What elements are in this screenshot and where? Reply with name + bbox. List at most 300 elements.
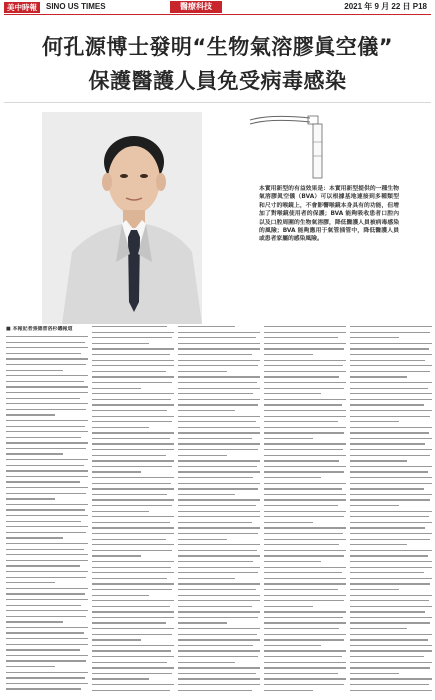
text-line bbox=[6, 632, 84, 633]
text-line bbox=[92, 645, 174, 646]
text-line bbox=[92, 455, 166, 456]
text-line bbox=[264, 416, 346, 417]
text-line bbox=[92, 410, 167, 411]
text-line bbox=[350, 432, 429, 433]
text-line bbox=[178, 539, 227, 540]
text-line bbox=[6, 543, 88, 544]
text-line bbox=[350, 527, 425, 528]
text-line bbox=[178, 678, 260, 679]
text-line bbox=[178, 600, 260, 601]
text-line bbox=[92, 326, 167, 327]
text-line bbox=[178, 432, 260, 433]
text-line bbox=[92, 617, 174, 618]
text-line bbox=[6, 364, 86, 365]
text-line bbox=[178, 371, 227, 372]
text-line bbox=[6, 336, 88, 337]
text-line bbox=[264, 561, 321, 562]
text-line bbox=[92, 567, 171, 568]
text-line bbox=[264, 488, 342, 489]
text-line bbox=[264, 483, 346, 484]
text-line bbox=[6, 498, 55, 499]
text-line bbox=[350, 578, 432, 579]
text-line bbox=[6, 677, 85, 678]
text-line bbox=[92, 572, 174, 573]
text-line bbox=[178, 443, 260, 444]
text-line bbox=[264, 645, 321, 646]
text-line bbox=[178, 427, 260, 428]
text-line bbox=[350, 617, 432, 618]
paper-logo: 美中時報 bbox=[4, 2, 40, 13]
text-line bbox=[350, 550, 432, 551]
text-line bbox=[92, 337, 172, 338]
text-line bbox=[350, 410, 432, 411]
text-line bbox=[264, 684, 344, 685]
text-line bbox=[264, 343, 346, 344]
text-line bbox=[350, 348, 429, 349]
text-line bbox=[178, 567, 260, 568]
text-line bbox=[92, 611, 174, 612]
text-line bbox=[264, 539, 346, 540]
text-line bbox=[178, 522, 252, 523]
text-line bbox=[92, 365, 174, 366]
text-line bbox=[178, 360, 260, 361]
text-line bbox=[178, 650, 260, 651]
text-line bbox=[178, 410, 235, 411]
text-line bbox=[6, 381, 84, 382]
text-line bbox=[6, 414, 55, 415]
text-line bbox=[264, 438, 313, 439]
text-line bbox=[350, 354, 432, 355]
text-line bbox=[6, 593, 85, 594]
text-line bbox=[178, 533, 258, 534]
text-line bbox=[178, 690, 252, 691]
text-line bbox=[178, 634, 257, 635]
text-line bbox=[350, 477, 432, 478]
text-line bbox=[92, 673, 172, 674]
text-line bbox=[92, 667, 174, 668]
text-line bbox=[350, 650, 432, 651]
text-line bbox=[178, 595, 260, 596]
text-line bbox=[350, 466, 432, 467]
text-line bbox=[6, 476, 88, 477]
text-line bbox=[350, 360, 425, 361]
text-line bbox=[178, 449, 258, 450]
text-line bbox=[92, 488, 174, 489]
text-line bbox=[92, 471, 141, 472]
text-line bbox=[264, 410, 346, 411]
text-line bbox=[264, 332, 346, 333]
text-line bbox=[350, 326, 432, 327]
text-line bbox=[6, 493, 86, 494]
text-line bbox=[264, 567, 346, 568]
text-line bbox=[178, 645, 253, 646]
text-line bbox=[350, 332, 430, 333]
text-line bbox=[92, 650, 171, 651]
text-line bbox=[264, 656, 342, 657]
text-line bbox=[350, 438, 432, 439]
text-line bbox=[178, 667, 260, 668]
text-line bbox=[178, 483, 260, 484]
text-line bbox=[178, 511, 260, 512]
text-line bbox=[6, 537, 63, 538]
text-line bbox=[264, 382, 346, 383]
text-line bbox=[92, 499, 174, 500]
text-line bbox=[178, 399, 260, 400]
text-line bbox=[6, 431, 88, 432]
text-line bbox=[350, 572, 424, 573]
text-line bbox=[178, 343, 260, 344]
text-line bbox=[350, 583, 430, 584]
text-line bbox=[350, 667, 430, 668]
text-line bbox=[6, 565, 80, 566]
text-line bbox=[92, 432, 174, 433]
text-line bbox=[6, 588, 88, 589]
text-line bbox=[264, 494, 346, 495]
article-column-1 bbox=[6, 326, 88, 698]
text-line bbox=[350, 471, 428, 472]
text-line bbox=[92, 606, 170, 607]
text-line bbox=[92, 639, 141, 640]
text-line bbox=[264, 578, 346, 579]
text-line bbox=[264, 449, 343, 450]
issue-date: 2021 年 9 月 22 日 P18 bbox=[344, 2, 427, 11]
text-line bbox=[92, 399, 171, 400]
text-line bbox=[264, 690, 313, 691]
text-line bbox=[264, 544, 339, 545]
article-body bbox=[6, 326, 432, 698]
text-line bbox=[350, 595, 432, 596]
text-line bbox=[92, 561, 174, 562]
text-line bbox=[350, 634, 432, 635]
text-line bbox=[350, 678, 432, 679]
text-line bbox=[178, 376, 260, 377]
text-line bbox=[6, 392, 88, 393]
text-line bbox=[350, 656, 424, 657]
text-line bbox=[178, 438, 252, 439]
text-line bbox=[92, 656, 174, 657]
text-line bbox=[350, 427, 432, 428]
text-line bbox=[264, 404, 342, 405]
text-line bbox=[6, 616, 86, 617]
text-line bbox=[178, 471, 260, 472]
text-line bbox=[6, 420, 88, 421]
text-line bbox=[6, 353, 81, 354]
text-line bbox=[6, 649, 80, 650]
text-line bbox=[6, 442, 88, 443]
text-line bbox=[92, 578, 167, 579]
text-line bbox=[6, 437, 81, 438]
text-line bbox=[178, 527, 260, 528]
text-line bbox=[178, 326, 235, 327]
text-line bbox=[92, 466, 172, 467]
text-line bbox=[178, 606, 252, 607]
text-line bbox=[264, 600, 344, 601]
text-line bbox=[6, 426, 85, 427]
text-line bbox=[350, 365, 432, 366]
text-line bbox=[350, 499, 430, 500]
text-line bbox=[350, 443, 425, 444]
text-line bbox=[178, 656, 258, 657]
text-line bbox=[6, 358, 88, 359]
text-line bbox=[178, 505, 256, 506]
text-line bbox=[264, 455, 346, 456]
text-line bbox=[178, 578, 235, 579]
text-line bbox=[6, 549, 84, 550]
text-line bbox=[178, 494, 235, 495]
text-line bbox=[264, 477, 321, 478]
text-line bbox=[178, 628, 260, 629]
text-line bbox=[6, 621, 63, 622]
text-line bbox=[350, 393, 432, 394]
text-line bbox=[264, 376, 339, 377]
text-line bbox=[92, 634, 172, 635]
text-line bbox=[6, 655, 88, 656]
text-line bbox=[264, 393, 321, 394]
text-line bbox=[6, 448, 86, 449]
text-line bbox=[178, 416, 260, 417]
text-line bbox=[264, 639, 344, 640]
text-line bbox=[350, 376, 407, 377]
text-line bbox=[92, 477, 174, 478]
text-line bbox=[92, 544, 174, 545]
text-line bbox=[92, 678, 149, 679]
text-line bbox=[264, 427, 346, 428]
text-line bbox=[350, 684, 429, 685]
text-line bbox=[264, 326, 346, 327]
text-line bbox=[92, 382, 172, 383]
text-line bbox=[92, 371, 166, 372]
text-line bbox=[350, 399, 432, 400]
text-line bbox=[178, 382, 257, 383]
text-line bbox=[264, 499, 346, 500]
text-line bbox=[350, 488, 424, 489]
text-line bbox=[350, 511, 432, 512]
text-line bbox=[264, 505, 338, 506]
text-line bbox=[264, 421, 338, 422]
text-line bbox=[350, 555, 428, 556]
text-line bbox=[350, 343, 432, 344]
text-line bbox=[6, 683, 88, 684]
byline: ■ 本報記者張德普洛杉磯報道 bbox=[6, 326, 73, 332]
text-line bbox=[178, 354, 252, 355]
text-line bbox=[350, 561, 432, 562]
text-line bbox=[178, 673, 256, 674]
text-line bbox=[6, 465, 84, 466]
text-line bbox=[178, 388, 260, 389]
text-line bbox=[264, 533, 343, 534]
text-line bbox=[6, 515, 88, 516]
text-line bbox=[92, 360, 174, 361]
text-line bbox=[264, 662, 346, 663]
text-line bbox=[6, 504, 88, 505]
text-line bbox=[350, 460, 407, 461]
text-line bbox=[6, 638, 88, 639]
text-line bbox=[6, 487, 88, 488]
text-line bbox=[264, 432, 344, 433]
text-line bbox=[264, 673, 338, 674]
text-line bbox=[92, 404, 174, 405]
text-line bbox=[92, 393, 174, 394]
text-line bbox=[178, 572, 258, 573]
text-line bbox=[264, 388, 344, 389]
text-line bbox=[92, 684, 174, 685]
text-line bbox=[264, 471, 344, 472]
text-line bbox=[6, 526, 88, 527]
text-line bbox=[264, 572, 342, 573]
text-line bbox=[92, 533, 174, 534]
text-line bbox=[264, 348, 344, 349]
text-line bbox=[6, 386, 88, 387]
text-line bbox=[350, 371, 430, 372]
text-line bbox=[178, 348, 260, 349]
text-line bbox=[6, 644, 88, 645]
text-line bbox=[92, 494, 167, 495]
text-line bbox=[350, 611, 425, 612]
masthead bbox=[0, 0, 435, 14]
text-line bbox=[264, 678, 346, 679]
text-line bbox=[264, 522, 313, 523]
text-line bbox=[350, 404, 424, 405]
text-line bbox=[350, 421, 399, 422]
text-line bbox=[350, 600, 429, 601]
text-line bbox=[6, 409, 86, 410]
text-line bbox=[6, 481, 80, 482]
article-column-2 bbox=[92, 326, 174, 698]
text-line bbox=[178, 662, 235, 663]
text-line bbox=[92, 555, 141, 556]
text-line bbox=[92, 505, 172, 506]
headline-line-2: 保護醫護人員免受病毒感染 bbox=[88, 69, 347, 93]
section-label: 醫療科技 bbox=[170, 1, 222, 13]
text-line bbox=[264, 650, 346, 651]
text-line bbox=[6, 610, 88, 611]
bva-device-illustration bbox=[230, 112, 425, 180]
text-line bbox=[92, 628, 174, 629]
text-line bbox=[350, 483, 432, 484]
text-line bbox=[264, 611, 346, 612]
text-line bbox=[178, 499, 260, 500]
text-line bbox=[6, 582, 55, 583]
text-line bbox=[178, 365, 258, 366]
text-line bbox=[92, 662, 167, 663]
text-line bbox=[350, 628, 407, 629]
article-column-4 bbox=[264, 326, 346, 698]
text-line bbox=[92, 600, 174, 601]
text-line bbox=[264, 354, 313, 355]
text-line bbox=[178, 583, 260, 584]
text-line bbox=[350, 690, 432, 691]
text-line bbox=[350, 645, 432, 646]
text-line bbox=[92, 595, 149, 596]
text-line bbox=[6, 375, 88, 376]
text-line bbox=[264, 371, 346, 372]
text-line bbox=[264, 555, 344, 556]
text-line bbox=[92, 354, 170, 355]
text-line bbox=[178, 639, 260, 640]
text-line bbox=[350, 622, 430, 623]
text-line bbox=[92, 421, 172, 422]
text-line bbox=[350, 516, 429, 517]
text-line bbox=[264, 667, 346, 668]
text-line bbox=[350, 539, 430, 540]
text-line bbox=[92, 583, 174, 584]
text-line bbox=[6, 459, 88, 460]
text-line bbox=[350, 505, 399, 506]
text-line bbox=[6, 342, 85, 343]
text-line bbox=[264, 550, 346, 551]
paper-name: SINO US TIMES bbox=[46, 2, 106, 11]
text-line bbox=[6, 627, 88, 628]
text-line bbox=[6, 560, 88, 561]
text-line bbox=[178, 684, 260, 685]
text-line bbox=[350, 544, 407, 545]
text-line bbox=[350, 337, 399, 338]
text-line bbox=[350, 673, 399, 674]
text-line bbox=[264, 527, 346, 528]
text-line bbox=[92, 376, 174, 377]
headline-line-1: 何孔源博士發明“生物氣溶膠眞空儀” bbox=[41, 35, 394, 59]
text-line bbox=[350, 382, 432, 383]
masthead-rule bbox=[4, 14, 431, 15]
text-line bbox=[350, 494, 432, 495]
text-line bbox=[178, 561, 253, 562]
text-line bbox=[264, 460, 339, 461]
text-line bbox=[92, 527, 174, 528]
text-line bbox=[92, 516, 174, 517]
text-line bbox=[178, 421, 256, 422]
text-line bbox=[6, 370, 63, 371]
text-line bbox=[350, 662, 432, 663]
text-line bbox=[178, 622, 227, 623]
text-line bbox=[264, 622, 346, 623]
pull-quote: 本實用新型的有益效果是：本實用新型提供的一種生物氣溶膠眞空儀（BVA）可以根據基地連接到多種類型和尺寸的喉鏡上，不會影響喉鏡本身具有的功能，但增加了對喉鏡使用者的保護；BVA 能夠吸收患者口腔內以及口腔周圍的生物氣溶膠，降低醫護人員被病毒感染的風險；BVA 能夠應用于氣管插管中，降低醫護人員或患者家屬的感染風險。 bbox=[259, 186, 399, 243]
text-line bbox=[6, 521, 81, 522]
article-column-3 bbox=[178, 326, 260, 698]
text-line bbox=[92, 348, 174, 349]
text-line bbox=[92, 343, 149, 344]
text-line bbox=[6, 577, 86, 578]
text-line bbox=[6, 453, 63, 454]
text-line bbox=[6, 599, 88, 600]
text-line bbox=[350, 449, 432, 450]
text-line bbox=[6, 554, 88, 555]
text-line bbox=[178, 393, 253, 394]
text-line bbox=[264, 466, 346, 467]
text-line bbox=[6, 660, 86, 661]
text-line bbox=[178, 516, 260, 517]
text-line bbox=[178, 555, 260, 556]
text-line bbox=[92, 511, 149, 512]
text-line bbox=[92, 483, 171, 484]
text-line bbox=[6, 605, 81, 606]
text-line bbox=[264, 606, 313, 607]
text-line bbox=[264, 634, 346, 635]
text-line bbox=[6, 571, 88, 572]
text-line bbox=[264, 443, 346, 444]
text-line bbox=[350, 522, 432, 523]
text-line bbox=[92, 388, 141, 389]
text-line bbox=[264, 595, 346, 596]
text-line bbox=[178, 332, 260, 333]
text-line bbox=[350, 589, 399, 590]
text-line bbox=[178, 589, 256, 590]
text-line bbox=[92, 622, 166, 623]
text-line bbox=[264, 360, 346, 361]
text-line bbox=[6, 403, 88, 404]
text-line bbox=[178, 337, 256, 338]
text-line bbox=[178, 466, 257, 467]
text-line bbox=[264, 628, 339, 629]
